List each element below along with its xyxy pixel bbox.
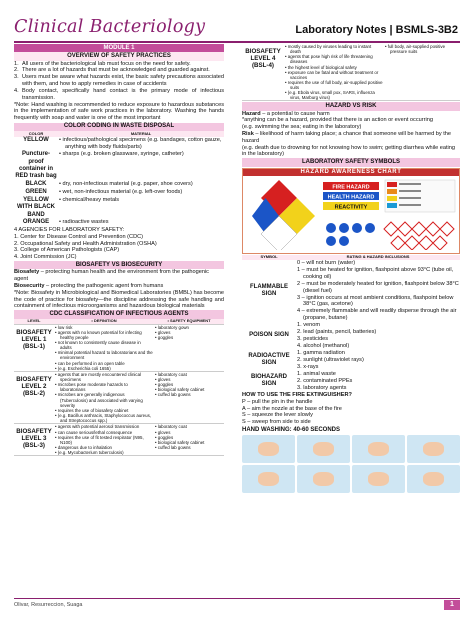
cdc-definition-list <box>55 325 153 371</box>
ghs-pictogram-icons <box>384 222 454 250</box>
cdc-level: BIOSAFETY LEVEL 2 (BSL-2) <box>14 371 54 423</box>
nfpa-diamond-icon <box>252 180 315 250</box>
cdc-definition-item: • minimal potential hazard to laboratorians and the environment <box>55 350 153 361</box>
risk-term: Risk <box>242 131 254 138</box>
hazard-example: (e.g. swimming the sea; eating in the laboratory) <box>242 124 362 131</box>
header-divider <box>14 41 460 43</box>
pass-step: P – pull the pin in the handle <box>242 398 313 405</box>
cdc-equipment-item: • cuffed lab gowns <box>155 392 191 398</box>
bsl4-definition-list <box>285 44 383 100</box>
cdc-equipment-item: • cuffed lab gowns <box>155 444 191 450</box>
risk-example: (e.g. death due to drowning for not knowing how to swim; getting diarrhea while eating in the laboratory) <box>242 144 455 158</box>
bsl4-row <box>242 44 460 101</box>
symbol-ratings <box>296 260 460 322</box>
overview-item-text: Body contact, specifically hand contact is the primary mode of infectious transmission. <box>22 87 224 101</box>
pass-step: S – sweep from side to side <box>242 419 311 426</box>
handwash-step-icon <box>242 465 295 493</box>
cdc-equipment-item: • goggles <box>155 434 174 440</box>
chart-title: HAZARD AWARENESS CHART <box>243 169 459 176</box>
hazard-chart-graphic <box>243 176 459 250</box>
reactivity-label: REACTIVITY <box>334 204 368 211</box>
cdc-level: BIOSAFETY LEVEL 1 (BSL-1) <box>14 324 54 371</box>
ppe-pictogram-icons <box>326 223 375 246</box>
waste-material-text: • sharps (e.g. broken glassware, syringe, catheter) <box>59 151 184 158</box>
cdc-equipment-item: • goggles <box>155 335 174 341</box>
cdc-heading: CDC CLASSIFICATION OF INFECTIOUS AGENTS <box>14 310 224 318</box>
rating-legend-icon <box>385 180 455 212</box>
symbol-rating-item: 3. laboratory agents <box>297 384 347 391</box>
overview-item-number: 2. <box>14 67 19 74</box>
handwash-step-icon <box>242 435 295 463</box>
symbol-name: FLAMMABLE SIGN <box>250 283 288 298</box>
bsl4-definition-item: • the highest level of biological safety <box>285 64 357 70</box>
left-column <box>14 44 224 456</box>
symbol-rating-item: 0 – will not burn (water) <box>297 260 356 267</box>
bsl4-equipment-list <box>385 44 459 54</box>
cdc-level: BIOSAFETY LEVEL 3 (BSL-3) <box>14 424 54 456</box>
overview-item <box>14 67 224 74</box>
hazard-def <box>242 111 460 118</box>
overview-item-number: 1. <box>14 60 19 67</box>
cdc-table <box>14 319 224 457</box>
handwash-step-icon <box>407 465 460 493</box>
symbol-ratings <box>296 322 460 350</box>
symbol-row <box>242 371 460 392</box>
waste-material-text: • chemical/heavy metals <box>59 196 120 203</box>
symbols-col-rating: RATING & HAZARD INCLUSIONS <box>296 255 460 260</box>
hazard-term: Hazard <box>242 110 261 117</box>
cdc-definition-list <box>55 424 153 454</box>
symbol-rating-item: 2. lead (paints, pencil, batteries) <box>297 329 377 336</box>
overview-item-number: 4. <box>14 87 19 94</box>
agencies-title: 4 AGENCIES FOR LABORATORY SAFETY: <box>14 227 125 234</box>
symbol-rating-item: 3. pesticides <box>297 336 329 343</box>
cdc-definition-item: • requires the use of biosafety cabinet <box>55 407 129 413</box>
symbol-rating-item: 1. gamma radiation <box>297 350 345 357</box>
waste-material <box>58 137 224 151</box>
bsl4-definition-item: • agents that pose high risk of life threatening diseases <box>285 54 373 65</box>
symbol-rating-item: 3 – ignition occurs at most ambient conditions, flashpoint below 38°C (gas, acetone) <box>297 294 454 308</box>
symbol-rating-item: 1. venom <box>297 322 321 329</box>
bsl4-level: BIOSAFETY LEVEL 4 (BSL-4) <box>242 44 284 101</box>
handwash-step-icon <box>297 435 350 463</box>
cdc-row <box>14 324 224 371</box>
cdc-equipment-item: • biological safety cabinet <box>155 387 205 393</box>
waste-material-text: • wet, non-infectious material (e.g. left-over foods) <box>59 188 183 195</box>
cdc-equipment <box>154 324 224 371</box>
waste-color: ORANGE <box>22 219 50 226</box>
waste-row <box>14 181 224 189</box>
cdc-row <box>14 424 224 456</box>
health-hazard-label: HEALTH HAZARD <box>327 194 375 201</box>
waste-heading: COLOR CODING IN WASTE DISPOSAL <box>14 123 224 131</box>
waste-color: GREEN <box>25 188 47 195</box>
symbol-rating-item: 4 – extremely flammable and will readily disperse through the air (propane, butane) <box>297 308 457 321</box>
cdc-equipment-list <box>155 325 223 340</box>
agency-item: 2. Occupational Safety and Health Administration (OSHA) <box>14 240 157 247</box>
waste-material <box>58 151 224 181</box>
cdc-definition-item: • microbes are generally indigenous (Tuberculosis) and associated with varying severity <box>55 392 143 408</box>
cdc-equipment-item: • goggles <box>155 382 174 388</box>
cdc-definition-item: • low risk <box>55 325 73 331</box>
cdc-definition-item: • can be performed in an open table <box>55 360 125 366</box>
handwash-step-icon <box>297 465 350 493</box>
symbols-table <box>242 255 460 392</box>
cdc-equipment-list <box>155 372 223 397</box>
overview-item-text: Users must be aware what hazards exist, the basic safety precautions associated with them, and how to apply remedies in case of accidents <box>22 74 224 88</box>
bsl4-definition-item: • requires the use of full body, air-supplied positive suits <box>285 79 383 90</box>
fire-hazard-label: FIRE HAZARD <box>332 184 370 191</box>
overview-list <box>14 61 224 102</box>
overview-item <box>14 74 224 88</box>
bsl4-equipment-item: • full body, air-supplied positive pressure suits <box>385 44 446 55</box>
waste-row <box>14 189 224 197</box>
cdc-definition-item: • can cause serious/lethal consequence <box>55 429 133 435</box>
cdc-definition-item: • (e.g. Mycobacterium tuberculosis) <box>55 449 124 455</box>
waste-row <box>14 151 224 181</box>
cdc-definition-item: • agents that are mostly encountered clinical specimens <box>55 372 141 383</box>
cdc-equipment-item: • gloves <box>155 429 171 435</box>
overview-item-text: All users of the bacteriological lab must focus on the need for safety. <box>22 60 191 67</box>
cdc-equipment-item: • gloves <box>155 330 171 336</box>
cdc-definition-item: • requires the use of fit tested respirator (N95, N100) <box>55 434 144 445</box>
symbol-rating-item: 4. alcohol (methanol) <box>297 342 350 349</box>
cdc-col-definition: • DEFINITION <box>54 319 154 325</box>
waste-color: YELLOW WITH BLACK BAND <box>17 196 55 218</box>
waste-material <box>58 219 224 227</box>
cdc-definition <box>54 324 154 371</box>
overview-heading: OVERVIEW OF SAFETY PRACTICES <box>14 52 224 60</box>
symbol-name: BIOHAZARD SIGN <box>251 374 287 388</box>
biosafety-def <box>14 269 224 283</box>
waste-row <box>14 219 224 227</box>
symbol-ratings <box>296 371 460 392</box>
waste-material-text: • dry, non-infectious material (e.g. paper, shoe covers) <box>59 181 193 188</box>
cdc-definition-item: • agents with potential aerosol transmission <box>55 424 140 430</box>
cdc-equipment-item: • biological safety cabinet <box>155 439 205 445</box>
agencies-list <box>14 234 224 261</box>
biosafety-term: Biosafety <box>14 269 40 276</box>
lab-symbols-heading: LABORATORY SAFETY SYMBOLS <box>242 158 460 166</box>
cdc-definition-item: • not known to consistently cause disease in adults <box>55 340 141 351</box>
symbol-name: POISON SIGN <box>249 332 289 339</box>
risk-def <box>242 131 460 145</box>
pass-step: A – aim the nozzle at the base of the fire <box>242 405 342 412</box>
page-number: 1 <box>444 600 460 610</box>
symbol-ratings <box>296 350 460 371</box>
waste-table <box>14 131 224 227</box>
cdc-definition-item: • microbes pose moderate hazards to laboratorians <box>55 382 128 393</box>
cdc-definition-item: • (e.g. Bacillus anthracis, Staphylococcus aureus, and Streptococcus spp.) <box>55 412 151 423</box>
waste-color: BLACK <box>25 181 47 188</box>
symbol-row <box>242 350 460 371</box>
overview-item <box>14 61 224 68</box>
pass-step: S – squeeze the lever slowly <box>242 412 313 419</box>
footer-divider <box>14 598 460 599</box>
symbol-rating-item: 1 – must be heated for ignition, flashpoint above 93°C (tube oil, cooking oil) <box>297 267 454 281</box>
waste-col-material: MATERIAL <box>58 131 224 136</box>
symbol-name: RADIOACTIVE SIGN <box>248 353 290 367</box>
symbol-rating-item: 2 – must be moderately heated for ignition, flashpoint below 38°C (diesel fuel) <box>297 280 459 294</box>
waste-material-text: • infectious/pathological specimens (e.g. bandages, cotton gauze, anything with body fluids/parts) <box>59 137 222 150</box>
note-handwash: *Note: Hand washing is recommended to reduce exposure to hazardous substances in the implementation of safe work practices in the laboratory. Washing the hands frequently with soap and water is one of the most important <box>14 101 224 122</box>
waste-material <box>58 189 224 197</box>
cdc-definition <box>54 371 154 423</box>
waste-color: Puncture-proof container in RED trash bag <box>15 151 57 180</box>
risk-text: – likelihood of harm taking place; a chance that someone will be harmed by the hazard <box>242 131 451 144</box>
symbol-rating-item: 2. contaminated PPEs <box>297 378 353 385</box>
cdc-definition-item: • dangerous due to inhalation <box>55 444 112 450</box>
overview-item-number: 3. <box>14 74 19 81</box>
handwash-title: HAND WASHING: 40-60 SECONDS <box>242 427 341 434</box>
cdc-definition-item: • (e.g. Escherichia coli 1655) <box>55 365 111 371</box>
biosecurity-def <box>14 283 224 290</box>
bsl4-equipment <box>384 44 460 101</box>
cdc-equipment-item: • laboratory coat <box>155 372 187 378</box>
agency-item: 4. Joint Commission (JC) <box>14 254 77 261</box>
waste-material-text: • radioactive wastes <box>59 219 109 226</box>
bsl4-definition <box>284 44 384 101</box>
symbols-col-symbol: SYMBOL <box>242 255 296 260</box>
page-title: Clinical Bacteriology <box>14 17 206 37</box>
header-course: Laboratory Notes | BSMLS-3B2 <box>295 24 458 36</box>
cdc-definition-list <box>55 372 153 423</box>
cdc-definition-item: • agents with no known potential for infecting healthy people <box>55 330 142 341</box>
symbol-row <box>242 260 460 322</box>
footer-authors: Olivar, Resurreccion, Suaga <box>14 602 83 608</box>
hazard-text: – a potential to cause harm <box>260 110 330 117</box>
cdc-equipment-item: • laboratory coat <box>155 424 187 430</box>
bsl4-table <box>242 44 460 101</box>
cdc-equipment <box>154 424 224 456</box>
biosecurity-term: Biosecurity <box>14 283 45 290</box>
waste-material <box>58 197 224 220</box>
cdc-col-equipment: • SAFETY EQUIPMENT <box>154 319 224 325</box>
agency-item: 3. College of American Pathologists (CAP) <box>14 247 120 254</box>
handwash-steps <box>242 435 460 493</box>
hazard-awareness-chart <box>242 168 460 254</box>
bsl4-definition-item: • exposure can be fatal and without treatment or vaccines <box>285 69 379 80</box>
bvb-heading: BIOSAFETY VS BIOSECURITY <box>14 261 224 269</box>
symbol-row <box>242 322 460 350</box>
waste-row <box>14 137 224 151</box>
right-column <box>242 44 460 493</box>
extinguisher-title: HOW TO USE THE FIRE EXTINGUISHER? <box>242 392 352 398</box>
agency-item: 1. Center for Disease Control and Prevention (CDC) <box>14 233 144 240</box>
module-bar: MODULE 1 <box>14 44 224 52</box>
biosecurity-text: – protecting the pathogenic agent from humans <box>44 283 164 290</box>
biosafety-text: – protecting human health and the environment from the pathogenic agent <box>14 269 209 283</box>
waste-color: YELLOW <box>23 137 49 144</box>
cdc-equipment-item: • gloves <box>155 377 171 383</box>
cdc-equipment <box>154 371 224 423</box>
symbol-rating-item: 2. sunlight (ultraviolet rays) <box>297 357 364 364</box>
note-bmbl: *Note: Biosafety in Microbiological and Biomedical Laboratories (BMBL) has become the code of practice for biosafety—the discipline addressing the safe handling and containment of infectious microorganisms and hazardous biological materials <box>14 289 224 310</box>
overview-item-text: There are a lot of hazards that must be acknowledged and guarded against. <box>22 67 210 74</box>
hvr-heading: HAZARD VS RISK <box>242 102 460 110</box>
waste-material <box>58 181 224 189</box>
bsl4-definition-item: • mostly caused by viruses leading to instant death <box>285 44 372 55</box>
hazard-note: *anything can be a hazard, provided that there is an action or event occurring <box>242 117 433 124</box>
bsl4-definition-item: • (e.g. Ebola virus, small pox, SARS, influenza virus, Marburg virus) <box>285 89 375 100</box>
overview-item <box>14 88 224 102</box>
symbol-rating-item: 3. x-rays <box>297 363 319 370</box>
pass-list <box>242 399 460 426</box>
handwash-step-icon <box>352 465 405 493</box>
cdc-equipment-item: • laboratory gown <box>155 325 189 331</box>
waste-col-color: COLOR <box>14 131 58 136</box>
symbol-rating-item: 1. animal waste <box>297 371 336 378</box>
cdc-equipment-list <box>155 424 223 449</box>
cdc-definition <box>54 424 154 456</box>
cdc-row <box>14 371 224 423</box>
cdc-col-level: LEVEL <box>14 319 54 325</box>
waste-row <box>14 197 224 220</box>
handwash-step-icon <box>352 435 405 463</box>
handwash-step-icon <box>407 435 460 463</box>
